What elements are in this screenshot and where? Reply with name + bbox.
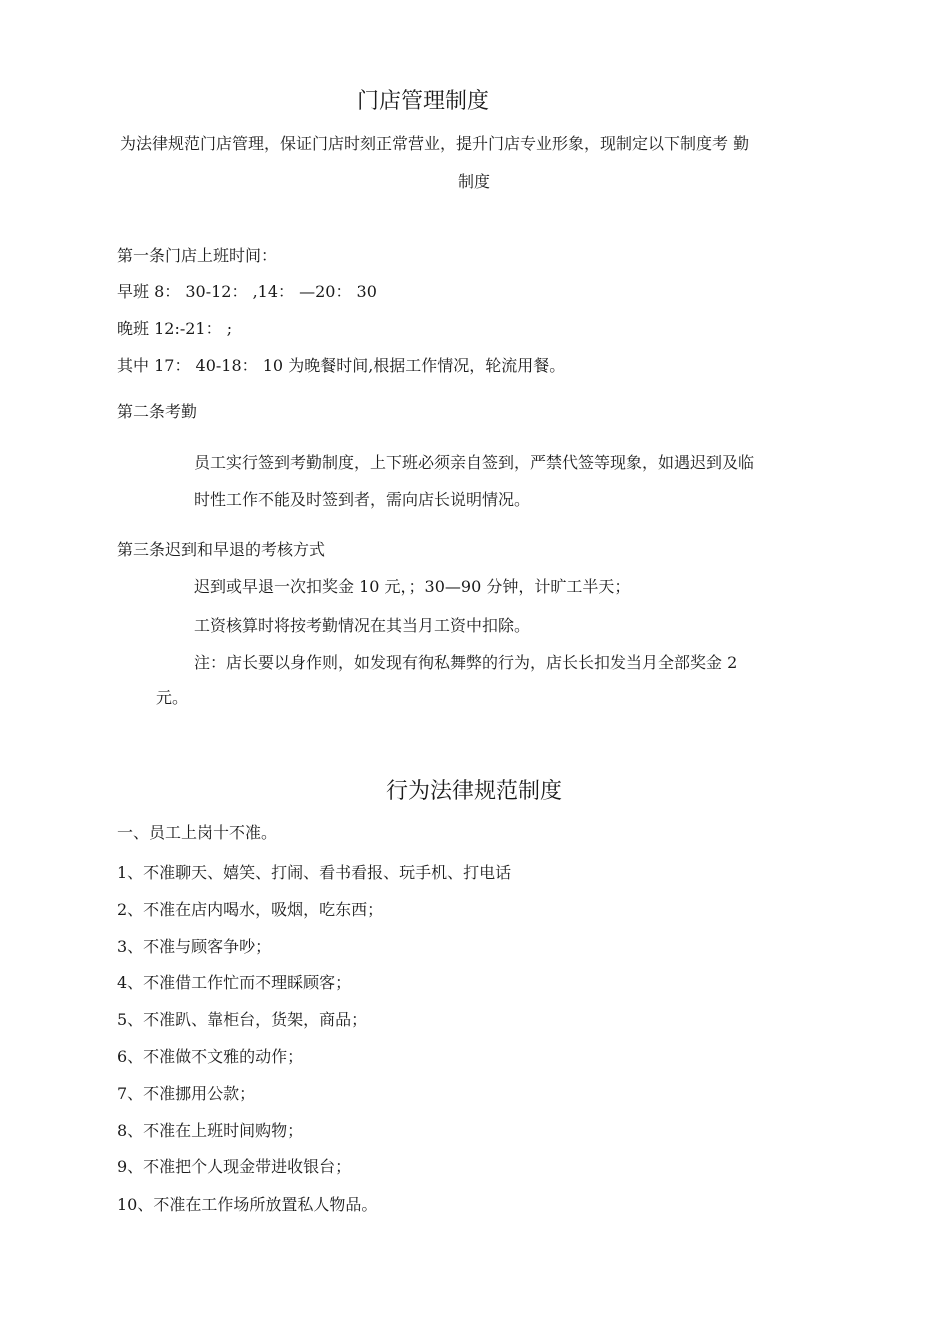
article-3-heading: 第三条迟到和早退的考核方式 [117,540,326,559]
article-3-note-line-2: 元。 [156,688,189,707]
rule-item: 4、不准借工作忙而不理睬顾客； [117,973,352,992]
article-2-line-1: 员工实行签到考勤制度，上下班必须亲自签到，严禁代签等现象，如遇迟到及临 [194,453,755,472]
rule-item: 10、不准在工作场所放置私人物品。 [117,1195,378,1214]
rule-item: 9、不准把个人现金带进收银台； [117,1157,352,1176]
rule-item: 7、不准挪用公款； [117,1084,256,1103]
rule-item: 8、不准在上班时间购物； [117,1121,304,1140]
rule-item: 3、不准与顾客争吵； [117,937,272,956]
article-2-line-2: 时性工作不能及时签到者，需向店长说明情况。 [194,490,531,509]
document-title: 门店管理制度 [357,89,490,114]
intro-line-1: 为法律规范门店管理，保证门店时刻正常营业，提升门店专业形象，现制定以下制度考 勤 [120,134,750,153]
article-3-note-line-1: 注：店长要以身作则，如发现有徇私舞弊的行为，店长长扣发当月全部奖金 2 [194,653,738,672]
evening-shift-time: 晚班 12:-21： ; [117,319,233,338]
morning-shift-time: 早班 8： 30-12： ,14： —20： 30 [117,282,377,301]
article-2-heading: 第二条考勤 [117,402,198,421]
rule-item: 6、不准做不文雅的动作； [117,1047,304,1066]
section-title: 行为法律规范制度 [386,779,563,804]
rule-item: 5、不准趴、靠柜台，货架，商品； [117,1010,368,1029]
section-1-heading: 一、员工上岗十不准。 [117,823,278,842]
article-3-line-2: 工资核算时将按考勤情况在其当月工资中扣除。 [194,616,531,635]
intro-line-2: 制度 [458,172,491,191]
article-1-heading: 第一条门店上班时间： [117,246,278,265]
rule-item: 2、不准在店内喝水，吸烟，吃东西； [117,900,384,919]
dinner-time-note: 其中 17： 40-18： 10 为晚餐时间,根据工作情况，轮流用餐。 [117,356,566,375]
article-3-line-1: 迟到或早退一次扣奖金 10 元，；30—90 分钟，计旷工半天； [194,577,631,596]
rule-item: 1、不准聊天、嬉笑、打闹、看书看报、玩手机、打电话 [117,863,512,882]
